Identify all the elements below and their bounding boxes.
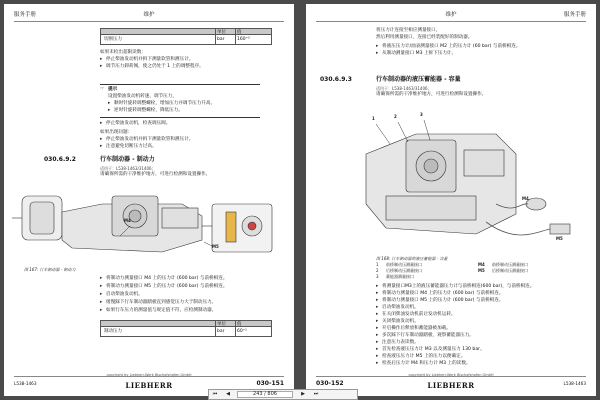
page-indicator-input[interactable]: 243 / 806 xyxy=(237,391,293,398)
page-number: 030-151 xyxy=(256,380,284,387)
footer-copyright: copyright by Liebherr-Werk Bischofshofen GmbH xyxy=(408,373,494,377)
table-cell-unit: bar xyxy=(217,37,225,42)
page-footer xyxy=(14,373,284,390)
table-header-value: 值 xyxy=(237,30,242,35)
legend-desc: 后桥制动压测量接口 xyxy=(492,268,528,273)
list-item: ▸ 将制动力测量接口 M5 上的压力计 (600 bar) 与前桥相连。 xyxy=(382,298,503,304)
label-m4: M4 xyxy=(124,218,131,223)
list-item: ▸ 检查液压压力计 M5 上的压力以便确定。 xyxy=(382,354,465,360)
page-number: 030-152 xyxy=(316,380,344,387)
legend-num: 2 xyxy=(376,268,379,273)
table-cell-label: 切断压力 xyxy=(104,37,122,42)
section-title: 行车制动器的液压蓄能器 - 容量 xyxy=(376,76,461,83)
list-item: ▸ 将测量接口M3上的液压蓄能器压力计与前桥相连(600 bar)，与前桥相连。 xyxy=(382,284,534,290)
list-item: ▸ 注意避免切断压力过高。 xyxy=(106,144,157,150)
label-2: 2 xyxy=(394,114,397,119)
footer-doc-id: L538-1463 xyxy=(14,381,37,386)
text-line: 然后利用测量接口，连接已经装配好的制动器。 xyxy=(376,35,473,40)
table-cell-unit: bar xyxy=(217,329,225,334)
legend-text: 后桥制动压测量接口 xyxy=(386,268,422,273)
note-icon: ☞ xyxy=(100,87,105,92)
note-line: ▸ 逆时针旋转调整螺栓，降低压力。 xyxy=(114,108,183,114)
applicability: 适用于：L538-1463/31406； xyxy=(376,86,432,91)
section-number: 030.6.9.3 xyxy=(320,76,352,83)
list-item: ▸ 调节压力卸荷阀，使之仍处于 1 上的调整程序。 xyxy=(106,64,204,70)
list-item: ▸ 缓慢踩下行车制动器踏板直到感觉压力大于制动压力。 xyxy=(106,300,216,306)
label-m4: M4 xyxy=(522,196,529,201)
list-item: ▸ 启动柴油发动机。 xyxy=(106,292,143,298)
list-item: ▸ 将制动力测量接口 M4 上的压力计 (600 bar) 与前桥相连。 xyxy=(106,276,227,282)
header-title: 服务手册 xyxy=(563,12,586,18)
table-header-value: 值 xyxy=(237,322,242,327)
page-footer xyxy=(316,373,586,390)
table-cell-label: 制动压力 xyxy=(104,329,122,334)
axle-figure xyxy=(12,182,282,264)
legend-num: 1 xyxy=(376,262,379,267)
table-header-unit: 单位 xyxy=(217,30,226,35)
liebherr-logo: LIEBHERR xyxy=(427,381,475,390)
list-item: ▸ 多次踩下行车制动器踏板，观察蓄能器压力。 xyxy=(382,333,474,339)
accumulator-figure xyxy=(346,104,586,254)
legend-code: M4 xyxy=(478,262,485,267)
section-title: 行车制动器 - 制动力 xyxy=(100,156,155,163)
applicability: 适用于：L538-1463/31406； xyxy=(100,166,156,171)
page-header xyxy=(14,10,284,22)
list-item: ▸ 将制动力测量接口 M4 上的压力计 (600 bar) 与前桥相连。 xyxy=(382,291,503,297)
table-cell-value: 160⁺² xyxy=(237,37,250,42)
label-1: 1 xyxy=(372,116,375,121)
list-item: ▸ 从制动测量接口 M3 上拆下压力计。 xyxy=(382,51,456,57)
figure-caption: 图 168: 行车制动器的液压蓄能器 - 容量 xyxy=(376,256,448,261)
note-line: 设置柴油发动机转速，调节压力， xyxy=(108,94,177,99)
label-m5: M5 xyxy=(556,236,563,241)
list-item: ▸ 停止柴油发动机并拆下测量软管和测压计。 xyxy=(106,137,193,143)
list-item: ▸ 首先检查液压压力计 M3 以及测量压力 130 bar。 xyxy=(382,347,485,353)
list-item: ▸ 将液压压力计/油表测量接口 M2 上的压力计 (60 bar) 与前桥相连。 xyxy=(382,44,520,50)
spec-table xyxy=(100,320,272,337)
list-item: ▸ 停止柴油发动机，检查调压阀。 xyxy=(106,121,170,127)
note-line: ▸ 顺时针旋转调整螺栓，增加压力并调节压力升高。 xyxy=(114,101,215,107)
first-page-button[interactable]: ⏮ xyxy=(212,391,218,397)
page-navigation-bar xyxy=(208,389,358,400)
list-item: ▸ 启动柴油发动机。 xyxy=(382,305,419,311)
header-section: 维护 xyxy=(445,12,457,18)
legend-text: 蓄能器测量接口 xyxy=(386,274,414,279)
footer-doc-id: L538-1463 xyxy=(563,381,586,386)
page-header xyxy=(316,10,586,22)
table-header-unit: 单位 xyxy=(217,322,226,327)
text-line: 如果未检出超限读数： xyxy=(100,50,146,55)
list-item: ▸ 停止柴油发动机并拆下测量软管和测压计。 xyxy=(106,57,193,63)
list-item: ▸ 注意压力表读数。 xyxy=(382,340,419,346)
intro-text: 请确保所需的干净维护地方，可进行检测和设置操作。 xyxy=(376,92,487,97)
legend-desc: 前桥制动压测量接口 xyxy=(492,262,528,267)
label-3: 3 xyxy=(420,112,423,117)
next-page-button[interactable]: ▶ xyxy=(301,391,305,397)
liebherr-logo: LIEBHERR xyxy=(125,381,173,390)
list-item: ▸ 关闭柴油发动机。 xyxy=(382,319,419,325)
list-item: ▸ 在关闭柴油发动机前让发动机运转。 xyxy=(382,312,456,318)
section-number: 030.6.9.2 xyxy=(44,156,76,163)
legend-text: 前桥制动压测量接口 xyxy=(386,262,422,267)
note-box xyxy=(100,84,260,118)
page-left xyxy=(4,4,294,396)
legend-num: 3 xyxy=(376,274,379,279)
text-line: 如果出现问题： xyxy=(100,130,133,135)
intro-text: 请确保所需的干净维护地方，可进行检测和设置操作。 xyxy=(100,172,211,177)
footer-copyright: copyright by Liebherr-Werk Bischofshofen GmbH xyxy=(106,373,192,377)
header-section: 维护 xyxy=(143,12,155,18)
label-m5: M5 xyxy=(212,244,219,249)
spec-table xyxy=(100,28,272,45)
prev-page-button[interactable]: ◀ xyxy=(226,391,230,397)
table-cell-value: 60⁺¹ xyxy=(237,329,247,334)
list-item: ▸ 开启操作后释放和蓄能器被加载。 xyxy=(382,326,451,332)
text-line: 将压力计连接至相应测量接口， xyxy=(376,28,441,33)
legend-code: M5 xyxy=(478,268,485,273)
list-item: ▸ 检查后压力计 M4 和压力计 M3 上的读数。 xyxy=(382,361,471,367)
last-page-button[interactable]: ⏭ xyxy=(313,391,319,397)
page-right xyxy=(306,4,596,396)
note-title: 提示 xyxy=(108,87,118,92)
list-item: ▸ 如果行车压力的测量值与规定值不符，应检测制动器。 xyxy=(106,308,216,314)
list-item: ▸ 将制动力测量接口 M5 上的压力计 (600 bar) 与前桥相连。 xyxy=(106,284,227,290)
figure-caption: 图 167: 行车制动器 - 制动力 xyxy=(24,267,76,272)
header-title: 服务手册 xyxy=(14,12,37,18)
